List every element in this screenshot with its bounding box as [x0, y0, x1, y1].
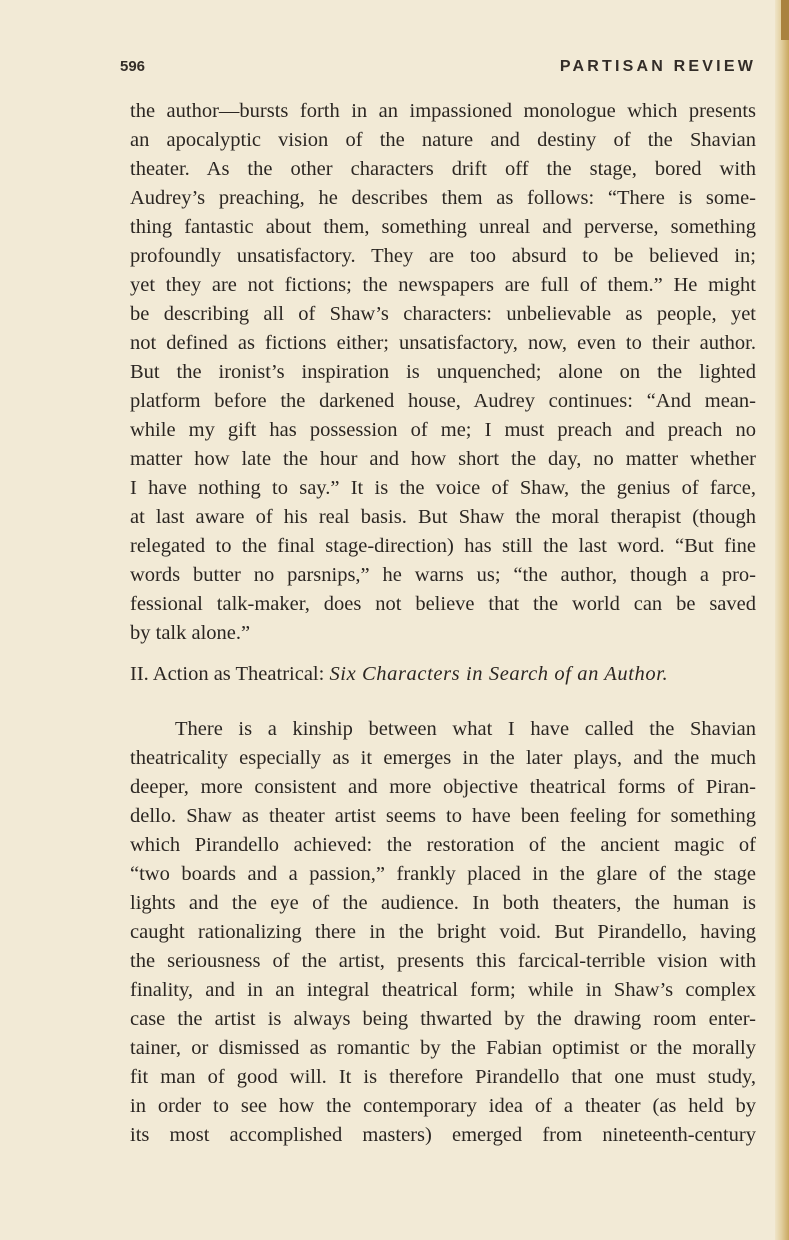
- text-line: an apocalyptic vision of the nature and destiny of the Shavian: [130, 129, 756, 151]
- running-head: [120, 58, 756, 82]
- text-line: thing fantastic about them, something unreal and perverse, something: [130, 216, 756, 238]
- text-line: at last aware of his real basis. But Shaw the moral therapist (though: [130, 506, 756, 528]
- text-line: the author—bursts forth in an impassioned monologue which presents: [130, 100, 756, 122]
- text-line: profoundly unsatisfactory. They are too absurd to be believed in;: [130, 245, 756, 267]
- journal-title: PARTISAN REVIEW: [559, 58, 756, 75]
- text-line: words butter no parsnips,” he warns us; “the author, though a pro-: [130, 564, 756, 586]
- text-line: be describing all of Shaw’s characters: unbelievable as people, yet: [130, 303, 756, 325]
- text-line: fit man of good will. It is therefore Pirandello that one must study,: [130, 1066, 756, 1088]
- text-line: Audrey’s preaching, he describes them as follows: “There is some-: [130, 187, 756, 209]
- page-edge-mark: [781, 0, 789, 40]
- page-edge-shadow: [775, 0, 789, 1240]
- text-line: theatricality especially as it emerges in the later plays, and the much: [130, 747, 756, 769]
- section-heading: [130, 660, 668, 688]
- text-line: But the ironist’s inspiration is unquenched; alone on the lighted: [130, 361, 756, 383]
- text-line: theater. As the other characters drift off the stage, bored with: [130, 158, 756, 180]
- text-line: dello. Shaw as theater artist seems to have been feeling for something: [130, 805, 756, 827]
- text-line: tainer, or dismissed as romantic by the Fabian optimist or the morally: [130, 1037, 756, 1059]
- section-label: Action as Theatrical:: [152, 663, 325, 685]
- text-line: matter how late the hour and how short the day, no matter whether: [130, 448, 756, 470]
- text-line: I have nothing to say.” It is the voice of Shaw, the genius of farce,: [130, 477, 756, 499]
- text-line: yet they are not fictions; the newspapers are full of them.” He might: [130, 274, 756, 296]
- text-line: in order to see how the contemporary idea of a theater (as held by: [130, 1095, 756, 1117]
- text-line: relegated to the final stage-direction) has still the last word. “But fine: [130, 535, 756, 557]
- text-line: “two boards and a passion,” frankly placed in the glare of the stage: [130, 863, 756, 885]
- section-title: Six Characters in Search of an Author.: [329, 663, 669, 685]
- text-line: which Pirandello achieved: the restoration of the ancient magic of: [130, 834, 756, 856]
- text-line: platform before the darkened house, Audrey continues: “And mean-: [130, 390, 756, 412]
- text-line: There is a kinship between what I have called the Shavian: [175, 718, 756, 740]
- page-number: 596: [120, 58, 146, 75]
- section-number: II.: [130, 663, 149, 685]
- text-line: finality, and in an integral theatrical form; while in Shaw’s complex: [130, 979, 756, 1001]
- text-line: by talk alone.”: [130, 622, 251, 644]
- text-line: the seriousness of the artist, presents this farcical-terrible vision with: [130, 950, 756, 972]
- text-line: while my gift has possession of me; I must preach and preach no: [130, 419, 756, 441]
- text-line: fessional talk-maker, does not believe that the world can be saved: [130, 593, 756, 615]
- text-line: its most accomplished masters) emerged from nineteenth-century: [130, 1124, 756, 1146]
- text-line: lights and the eye of the audience. In both theaters, the human is: [130, 892, 756, 914]
- text-line: deeper, more consistent and more objective theatrical forms of Piran-: [130, 776, 756, 798]
- text-line: not defined as fictions either; unsatisfactory, now, even to their author.: [130, 332, 756, 354]
- text-line: caught rationalizing there in the bright void. But Pirandello, having: [130, 921, 756, 943]
- text-line: case the artist is always being thwarted by the drawing room enter-: [130, 1008, 756, 1030]
